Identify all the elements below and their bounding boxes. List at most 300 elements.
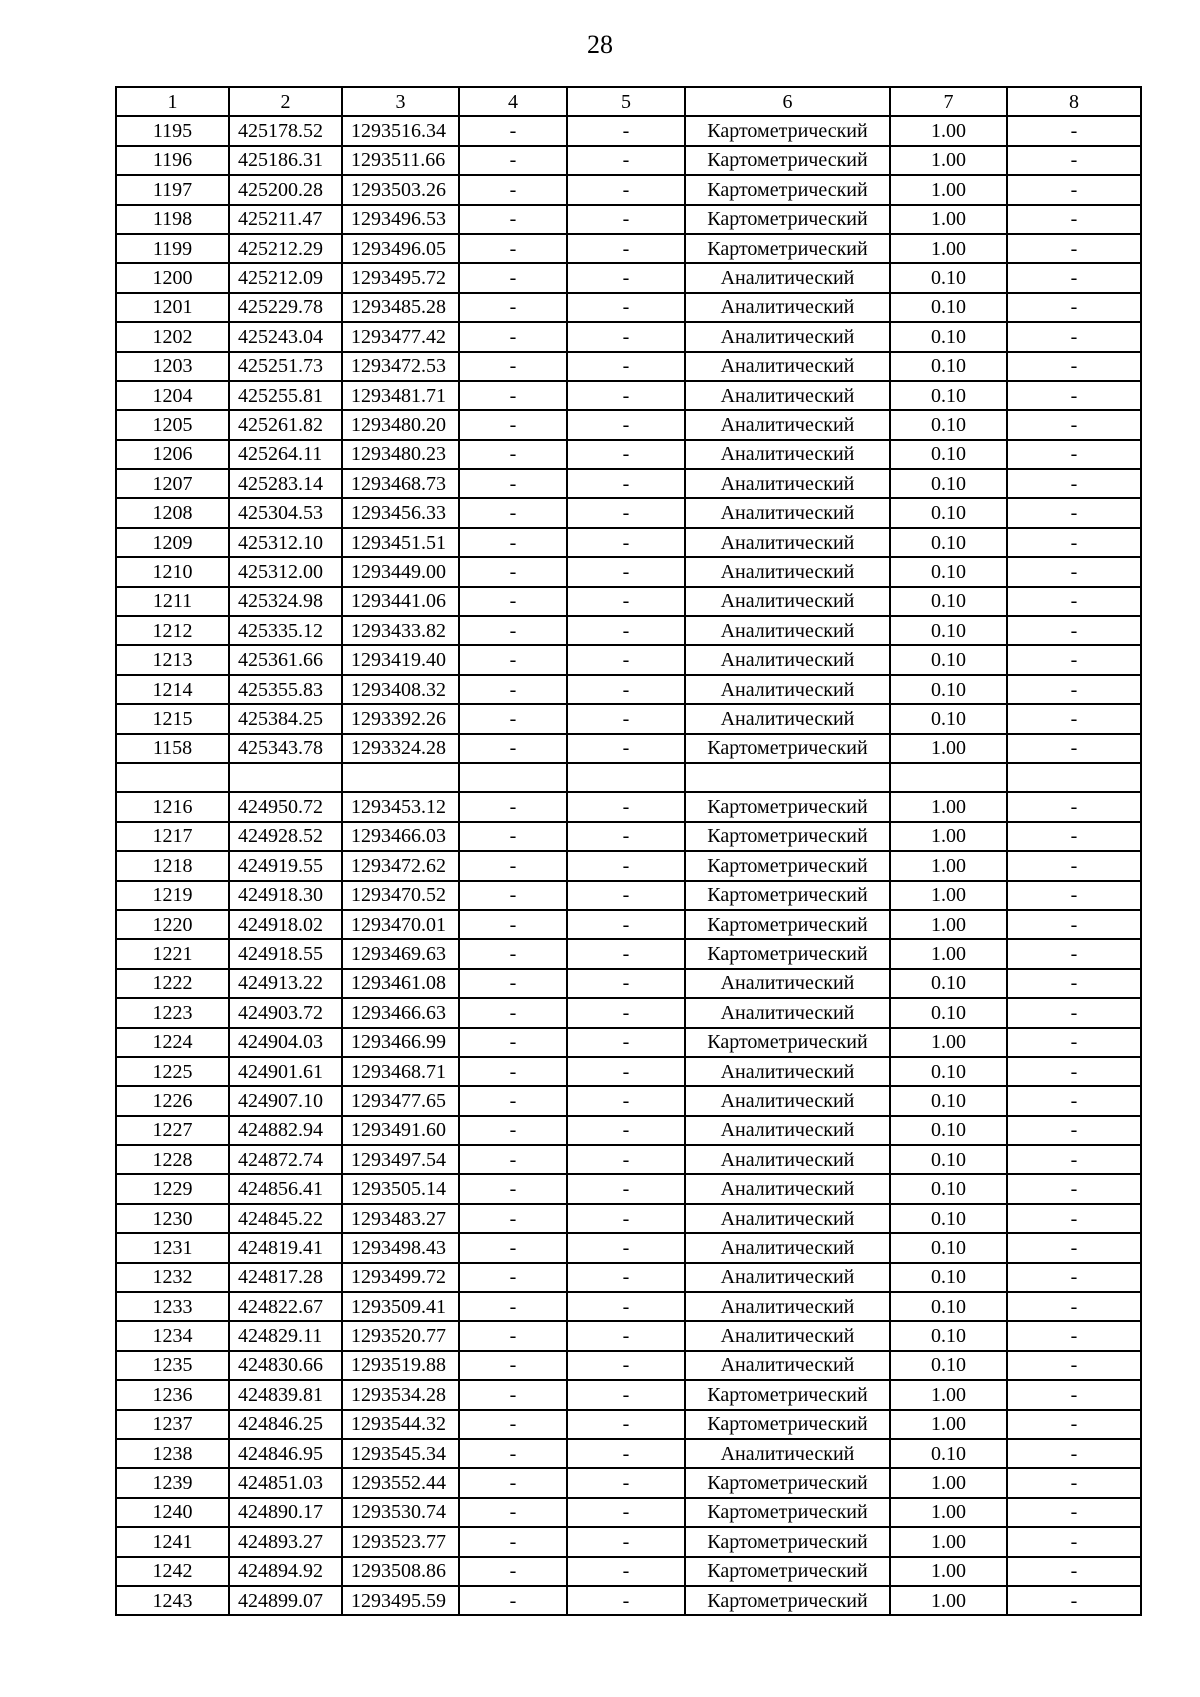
point-number-cell: 1204 (116, 381, 229, 410)
column-8-cell: - (1007, 498, 1141, 527)
method-cell: Картометрический (685, 146, 890, 175)
coordinate-x-cell: 425304.53 (229, 498, 342, 527)
column-4-cell: - (459, 1116, 567, 1145)
column-8-cell: - (1007, 1263, 1141, 1292)
column-8-cell: - (1007, 1204, 1141, 1233)
column-8-cell: - (1007, 1527, 1141, 1556)
coordinate-y-cell: 1293498.43 (342, 1233, 459, 1262)
column-4-cell: - (459, 1233, 567, 1262)
accuracy-cell: 0.10 (890, 1233, 1007, 1262)
table-row (116, 1263, 1141, 1292)
point-number-cell: 1222 (116, 969, 229, 998)
coordinate-x-cell (229, 763, 342, 792)
accuracy-cell: 0.10 (890, 469, 1007, 498)
column-5-cell: - (567, 1028, 685, 1057)
coordinate-y-cell: 1293461.08 (342, 969, 459, 998)
accuracy-cell: 0.10 (890, 352, 1007, 381)
column-4-cell: - (459, 322, 567, 351)
coordinate-y-cell: 1293496.05 (342, 234, 459, 263)
method-cell: Аналитический (685, 1439, 890, 1468)
table-row (116, 1174, 1141, 1203)
coordinate-y-cell: 1293491.60 (342, 1116, 459, 1145)
accuracy-cell: 1.00 (890, 116, 1007, 145)
column-8-cell: - (1007, 1028, 1141, 1057)
method-cell: Аналитический (685, 1321, 890, 1350)
accuracy-cell: 0.10 (890, 587, 1007, 616)
column-5-cell: - (567, 675, 685, 704)
point-number-cell: 1242 (116, 1557, 229, 1586)
column-4-cell: - (459, 645, 567, 674)
method-cell: Аналитический (685, 469, 890, 498)
coordinate-y-cell: 1293466.99 (342, 1028, 459, 1057)
column-4-cell: - (459, 1468, 567, 1497)
table-row (116, 1380, 1141, 1409)
table-row (116, 939, 1141, 968)
table-body (116, 116, 1141, 1615)
column-4-cell: - (459, 175, 567, 204)
column-8-cell: - (1007, 1410, 1141, 1439)
coordinates-table (115, 86, 1142, 1616)
table-row (116, 851, 1141, 880)
column-8-cell: - (1007, 822, 1141, 851)
column-5-cell: - (567, 1527, 685, 1556)
point-number-cell: 1229 (116, 1174, 229, 1203)
column-8-cell: - (1007, 1116, 1141, 1145)
method-cell: Картометрический (685, 851, 890, 880)
column-8-cell: - (1007, 205, 1141, 234)
coordinate-x-cell: 425186.31 (229, 146, 342, 175)
column-5-cell: - (567, 1380, 685, 1409)
table-row (116, 645, 1141, 674)
accuracy-cell: 0.10 (890, 1321, 1007, 1350)
coordinate-y-cell: 1293480.23 (342, 440, 459, 469)
column-8-cell: - (1007, 1145, 1141, 1174)
coordinate-y-cell: 1293516.34 (342, 116, 459, 145)
table-row (116, 1351, 1141, 1380)
accuracy-cell: 0.10 (890, 293, 1007, 322)
column-8-cell: - (1007, 293, 1141, 322)
method-cell: Картометрический (685, 1557, 890, 1586)
table-row (116, 440, 1141, 469)
column-5-cell: - (567, 881, 685, 910)
coordinate-x-cell: 424845.22 (229, 1204, 342, 1233)
column-5-cell: - (567, 587, 685, 616)
column-8-cell: - (1007, 1468, 1141, 1497)
column-4-cell: - (459, 1321, 567, 1350)
column-8-cell: - (1007, 146, 1141, 175)
accuracy-cell: 0.10 (890, 1292, 1007, 1321)
table-row (116, 1468, 1141, 1497)
table-row (116, 116, 1141, 145)
coordinate-x-cell: 425283.14 (229, 469, 342, 498)
column-8-cell: - (1007, 352, 1141, 381)
column-5-cell: - (567, 1116, 685, 1145)
accuracy-cell: 1.00 (890, 1028, 1007, 1057)
table-row (116, 410, 1141, 439)
column-5-cell: - (567, 851, 685, 880)
column-5-cell: - (567, 969, 685, 998)
column-8-cell: - (1007, 675, 1141, 704)
point-number-cell: 1198 (116, 205, 229, 234)
coordinate-x-cell: 424903.72 (229, 998, 342, 1027)
column-8-cell: - (1007, 381, 1141, 410)
point-number-cell: 1215 (116, 704, 229, 733)
method-cell: Картометрический (685, 822, 890, 851)
column-4-cell: - (459, 1410, 567, 1439)
coordinate-y-cell: 1293508.86 (342, 1557, 459, 1586)
column-8-cell: - (1007, 410, 1141, 439)
point-number-cell: 1206 (116, 440, 229, 469)
coordinate-y-cell: 1293451.51 (342, 528, 459, 557)
coordinate-x-cell: 425312.10 (229, 528, 342, 557)
table-row (116, 352, 1141, 381)
coordinate-x-cell: 425261.82 (229, 410, 342, 439)
method-cell: Аналитический (685, 704, 890, 733)
coordinate-x-cell: 425178.52 (229, 116, 342, 145)
coordinate-y-cell: 1293544.32 (342, 1410, 459, 1439)
column-5-cell (567, 763, 685, 792)
column-4-cell: - (459, 205, 567, 234)
column-5-cell: - (567, 263, 685, 292)
method-cell: Аналитический (685, 1086, 890, 1115)
point-number-cell: 1207 (116, 469, 229, 498)
method-cell: Аналитический (685, 1174, 890, 1203)
column-5-cell: - (567, 1321, 685, 1350)
method-cell: Аналитический (685, 557, 890, 586)
method-cell: Картометрический (685, 175, 890, 204)
column-8-cell: - (1007, 587, 1141, 616)
method-cell: Картометрический (685, 1468, 890, 1497)
table-row (116, 498, 1141, 527)
accuracy-cell: 1.00 (890, 822, 1007, 851)
coordinate-x-cell: 425200.28 (229, 175, 342, 204)
column-4-cell: - (459, 381, 567, 410)
coordinate-y-cell: 1293495.72 (342, 263, 459, 292)
point-number-cell: 1241 (116, 1527, 229, 1556)
coordinate-x-cell: 425355.83 (229, 675, 342, 704)
coordinate-y-cell: 1293480.20 (342, 410, 459, 439)
method-cell: Аналитический (685, 410, 890, 439)
column-8-cell: - (1007, 1351, 1141, 1380)
column-4-cell: - (459, 822, 567, 851)
column-4-cell: - (459, 1498, 567, 1527)
accuracy-cell: 1.00 (890, 205, 1007, 234)
column-header: 6 (685, 87, 890, 116)
column-4-cell: - (459, 998, 567, 1027)
coordinate-y-cell (342, 763, 459, 792)
coordinate-y-cell: 1293530.74 (342, 1498, 459, 1527)
accuracy-cell: 1.00 (890, 939, 1007, 968)
point-number-cell: 1214 (116, 675, 229, 704)
point-number-cell: 1238 (116, 1439, 229, 1468)
column-5-cell: - (567, 1557, 685, 1586)
method-cell: Аналитический (685, 1204, 890, 1233)
accuracy-cell: 0.10 (890, 1174, 1007, 1203)
accuracy-cell: 0.10 (890, 1116, 1007, 1145)
coordinate-y-cell: 1293453.12 (342, 792, 459, 821)
column-4-cell: - (459, 1145, 567, 1174)
column-4-cell: - (459, 234, 567, 263)
table-row (116, 734, 1141, 763)
accuracy-cell: 1.00 (890, 910, 1007, 939)
column-8-cell: - (1007, 469, 1141, 498)
coordinate-y-cell: 1293392.26 (342, 704, 459, 733)
point-number-cell: 1224 (116, 1028, 229, 1057)
method-cell: Аналитический (685, 1263, 890, 1292)
coordinate-x-cell: 424894.92 (229, 1557, 342, 1586)
column-8-cell: - (1007, 734, 1141, 763)
column-5-cell: - (567, 1586, 685, 1615)
method-cell: Аналитический (685, 587, 890, 616)
coordinate-y-cell: 1293497.54 (342, 1145, 459, 1174)
method-cell: Аналитический (685, 998, 890, 1027)
table-row (116, 557, 1141, 586)
column-8-cell: - (1007, 1439, 1141, 1468)
accuracy-cell: 0.10 (890, 1263, 1007, 1292)
point-number-cell: 1233 (116, 1292, 229, 1321)
accuracy-cell: 1.00 (890, 146, 1007, 175)
page-number: 28 (587, 30, 613, 59)
accuracy-cell: 0.10 (890, 498, 1007, 527)
coordinate-y-cell: 1293545.34 (342, 1439, 459, 1468)
column-8-cell: - (1007, 322, 1141, 351)
accuracy-cell: 1.00 (890, 792, 1007, 821)
accuracy-cell: 0.10 (890, 704, 1007, 733)
method-cell: Аналитический (685, 381, 890, 410)
table-row (116, 1439, 1141, 1468)
coordinate-y-cell: 1293509.41 (342, 1292, 459, 1321)
coordinate-x-cell: 424830.66 (229, 1351, 342, 1380)
coordinate-x-cell: 425312.00 (229, 557, 342, 586)
column-4-cell: - (459, 704, 567, 733)
method-cell: Аналитический (685, 1351, 890, 1380)
table-row (116, 469, 1141, 498)
table-row (116, 1233, 1141, 1262)
column-header: 2 (229, 87, 342, 116)
column-5-cell: - (567, 1468, 685, 1497)
column-8-cell: - (1007, 645, 1141, 674)
point-number-cell: 1223 (116, 998, 229, 1027)
column-4-cell: - (459, 1351, 567, 1380)
column-5-cell: - (567, 116, 685, 145)
accuracy-cell: 0.10 (890, 410, 1007, 439)
column-4-cell: - (459, 498, 567, 527)
column-4-cell: - (459, 1557, 567, 1586)
point-number-cell: 1235 (116, 1351, 229, 1380)
column-8-cell: - (1007, 1380, 1141, 1409)
coordinate-y-cell: 1293477.65 (342, 1086, 459, 1115)
coordinate-x-cell: 424918.55 (229, 939, 342, 968)
column-4-cell (459, 763, 567, 792)
column-4-cell: - (459, 410, 567, 439)
table-row (116, 616, 1141, 645)
column-4-cell: - (459, 146, 567, 175)
method-cell: Картометрический (685, 1586, 890, 1615)
method-cell: Аналитический (685, 440, 890, 469)
coordinate-y-cell: 1293483.27 (342, 1204, 459, 1233)
table-row (116, 998, 1141, 1027)
table-row (116, 1498, 1141, 1527)
accuracy-cell: 0.10 (890, 969, 1007, 998)
point-number-cell: 1237 (116, 1410, 229, 1439)
coordinate-x-cell: 425264.11 (229, 440, 342, 469)
point-number-cell: 1197 (116, 175, 229, 204)
column-8-cell: - (1007, 1498, 1141, 1527)
accuracy-cell: 1.00 (890, 1498, 1007, 1527)
column-5-cell: - (567, 352, 685, 381)
method-cell: Картометрический (685, 734, 890, 763)
column-4-cell: - (459, 910, 567, 939)
table-row (116, 1145, 1141, 1174)
point-number-cell: 1217 (116, 822, 229, 851)
coordinate-x-cell: 424899.07 (229, 1586, 342, 1615)
accuracy-cell: 1.00 (890, 1586, 1007, 1615)
coordinate-y-cell: 1293523.77 (342, 1527, 459, 1556)
point-number-cell: 1209 (116, 528, 229, 557)
column-5-cell: - (567, 528, 685, 557)
coordinate-y-cell: 1293470.01 (342, 910, 459, 939)
coordinate-x-cell: 424950.72 (229, 792, 342, 821)
point-number-cell: 1203 (116, 352, 229, 381)
point-number-cell: 1202 (116, 322, 229, 351)
coordinate-x-cell: 424893.27 (229, 1527, 342, 1556)
coordinate-x-cell: 424904.03 (229, 1028, 342, 1057)
coordinate-y-cell: 1293519.88 (342, 1351, 459, 1380)
column-4-cell: - (459, 969, 567, 998)
column-5-cell: - (567, 704, 685, 733)
table-row (116, 675, 1141, 704)
column-5-cell: - (567, 1292, 685, 1321)
table-row (116, 1321, 1141, 1350)
point-number-cell: 1205 (116, 410, 229, 439)
point-number-cell: 1240 (116, 1498, 229, 1527)
coordinate-x-cell: 424819.41 (229, 1233, 342, 1262)
coordinate-y-cell: 1293485.28 (342, 293, 459, 322)
column-header: 4 (459, 87, 567, 116)
column-4-cell: - (459, 675, 567, 704)
column-5-cell: - (567, 910, 685, 939)
column-8-cell: - (1007, 528, 1141, 557)
table-row (116, 146, 1141, 175)
table-header (116, 87, 1141, 116)
column-4-cell: - (459, 734, 567, 763)
coordinate-y-cell: 1293520.77 (342, 1321, 459, 1350)
column-8-cell: - (1007, 939, 1141, 968)
accuracy-cell: 0.10 (890, 998, 1007, 1027)
point-number-cell: 1208 (116, 498, 229, 527)
accuracy-cell: 0.10 (890, 1204, 1007, 1233)
column-5-cell: - (567, 410, 685, 439)
coordinate-x-cell: 424882.94 (229, 1116, 342, 1145)
column-5-cell: - (567, 469, 685, 498)
point-number-cell: 1221 (116, 939, 229, 968)
column-8-cell: - (1007, 910, 1141, 939)
column-8-cell: - (1007, 1086, 1141, 1115)
column-4-cell: - (459, 1028, 567, 1057)
method-cell: Картометрический (685, 1028, 890, 1057)
column-8-cell: - (1007, 557, 1141, 586)
table-row (116, 1410, 1141, 1439)
column-5-cell: - (567, 939, 685, 968)
column-4-cell: - (459, 263, 567, 292)
point-number-cell: 1243 (116, 1586, 229, 1615)
coordinate-x-cell: 424928.52 (229, 822, 342, 851)
point-number-cell: 1225 (116, 1057, 229, 1086)
column-4-cell: - (459, 557, 567, 586)
accuracy-cell: 0.10 (890, 381, 1007, 410)
table-row (116, 792, 1141, 821)
coordinate-x-cell: 424851.03 (229, 1468, 342, 1497)
method-cell: Аналитический (685, 293, 890, 322)
column-4-cell: - (459, 851, 567, 880)
point-number-cell: 1228 (116, 1145, 229, 1174)
column-header: 1 (116, 87, 229, 116)
column-5-cell: - (567, 234, 685, 263)
column-8-cell: - (1007, 1586, 1141, 1615)
method-cell: Картометрический (685, 910, 890, 939)
coordinate-y-cell: 1293456.33 (342, 498, 459, 527)
column-header: 8 (1007, 87, 1141, 116)
coordinate-y-cell: 1293441.06 (342, 587, 459, 616)
coordinate-y-cell: 1293505.14 (342, 1174, 459, 1203)
coordinate-y-cell: 1293466.03 (342, 822, 459, 851)
column-8-cell: - (1007, 1557, 1141, 1586)
column-4-cell: - (459, 616, 567, 645)
column-5-cell: - (567, 734, 685, 763)
point-number-cell: 1218 (116, 851, 229, 880)
table-row (116, 205, 1141, 234)
column-5-cell: - (567, 440, 685, 469)
coordinate-y-cell: 1293472.62 (342, 851, 459, 880)
accuracy-cell: 0.10 (890, 645, 1007, 674)
column-5-cell: - (567, 1204, 685, 1233)
coordinate-x-cell: 425255.81 (229, 381, 342, 410)
point-number-cell: 1226 (116, 1086, 229, 1115)
coordinate-x-cell: 424913.22 (229, 969, 342, 998)
column-4-cell: - (459, 1204, 567, 1233)
point-number-cell: 1211 (116, 587, 229, 616)
point-number-cell (116, 763, 229, 792)
accuracy-cell: 1.00 (890, 175, 1007, 204)
accuracy-cell: 0.10 (890, 616, 1007, 645)
column-8-cell: - (1007, 263, 1141, 292)
column-5-cell: - (567, 1263, 685, 1292)
column-8-cell: - (1007, 998, 1141, 1027)
point-number-cell: 1200 (116, 263, 229, 292)
accuracy-cell: 0.10 (890, 1057, 1007, 1086)
column-4-cell: - (459, 1527, 567, 1556)
column-4-cell: - (459, 469, 567, 498)
point-number-cell: 1201 (116, 293, 229, 322)
column-4-cell: - (459, 1263, 567, 1292)
method-cell: Аналитический (685, 528, 890, 557)
point-number-cell: 1195 (116, 116, 229, 145)
column-5-cell: - (567, 792, 685, 821)
point-number-cell: 1234 (116, 1321, 229, 1350)
coordinate-y-cell: 1293408.32 (342, 675, 459, 704)
column-5-cell: - (567, 205, 685, 234)
accuracy-cell: 1.00 (890, 881, 1007, 910)
table-row (116, 881, 1141, 910)
table-row (116, 1586, 1141, 1615)
method-cell: Аналитический (685, 322, 890, 351)
column-4-cell: - (459, 1586, 567, 1615)
coordinate-x-cell: 425251.73 (229, 352, 342, 381)
column-4-cell: - (459, 881, 567, 910)
column-4-cell: - (459, 440, 567, 469)
column-8-cell: - (1007, 851, 1141, 880)
coordinate-x-cell: 424907.10 (229, 1086, 342, 1115)
